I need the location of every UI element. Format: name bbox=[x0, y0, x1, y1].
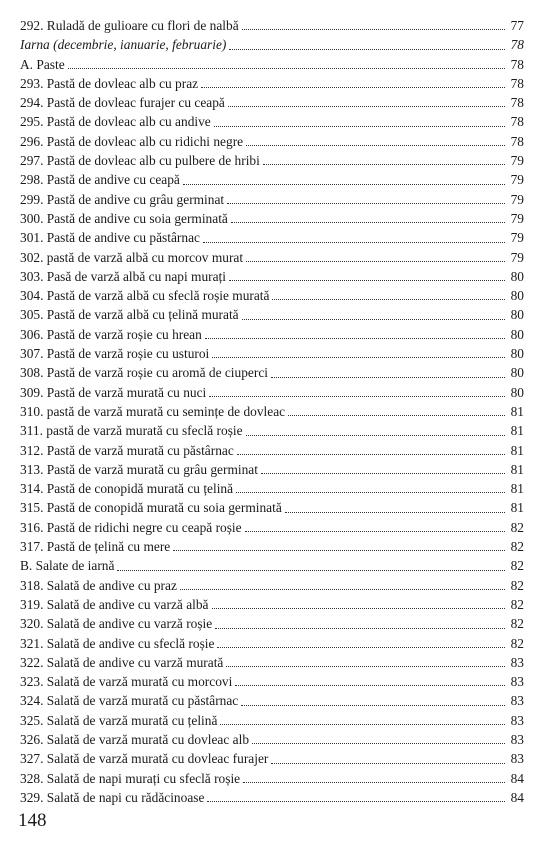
dot-leader bbox=[237, 453, 505, 455]
dot-leader bbox=[229, 279, 505, 281]
dot-leader bbox=[117, 569, 505, 571]
toc-entry-page: 78 bbox=[510, 133, 524, 149]
toc-entry-page: 81 bbox=[510, 403, 524, 419]
dot-leader bbox=[285, 511, 505, 513]
dot-leader bbox=[173, 549, 505, 551]
toc-entry bbox=[20, 228, 524, 247]
toc-entry bbox=[20, 614, 524, 633]
toc-entry-title: 303. Pasă de varză albă cu napi murați bbox=[20, 268, 226, 284]
toc-entry-title: 317. Pastă de țelină cu mere bbox=[20, 539, 171, 555]
toc-entry-title: 323. Salată de varză murată cu morcovi bbox=[20, 674, 233, 690]
dot-leader bbox=[271, 762, 505, 764]
toc-entry-page: 79 bbox=[510, 191, 524, 207]
toc-entry-page: 82 bbox=[510, 596, 524, 612]
toc-entry bbox=[20, 595, 524, 614]
toc-entry-title: 307. Pastă de varză roșie cu usturoi bbox=[20, 346, 210, 362]
dot-leader bbox=[209, 395, 505, 397]
toc-entry-page: 82 bbox=[510, 539, 524, 555]
toc-entry-title: 298. Pastă de andive cu ceapă bbox=[20, 172, 180, 188]
toc-entry-page: 81 bbox=[510, 442, 524, 458]
dot-leader bbox=[226, 665, 505, 667]
toc-entry bbox=[20, 556, 524, 575]
dot-leader bbox=[212, 607, 506, 609]
toc-entry-page: 79 bbox=[510, 153, 524, 169]
toc-entry bbox=[20, 711, 524, 730]
toc-entry bbox=[20, 769, 524, 788]
toc-entry bbox=[20, 151, 524, 170]
toc-entry-page: 81 bbox=[510, 481, 524, 497]
dot-leader bbox=[217, 646, 505, 648]
toc-entry bbox=[20, 498, 524, 517]
toc-entry-page: 77 bbox=[510, 18, 524, 33]
toc-entry-title: 322. Salată de andive cu varză murată bbox=[20, 654, 224, 670]
toc-entry-page: 78 bbox=[510, 95, 524, 111]
toc-entry-title: Iarna (decembrie, ianuarie, februarie) bbox=[20, 37, 227, 53]
toc-entry-page: 80 bbox=[510, 326, 524, 342]
dot-leader bbox=[180, 588, 505, 590]
dot-leader bbox=[231, 221, 505, 223]
toc-entry-page: 80 bbox=[510, 365, 524, 381]
toc-entry bbox=[20, 35, 524, 54]
toc-entry bbox=[20, 691, 524, 710]
toc-entry-page: 79 bbox=[510, 172, 524, 188]
toc-entry-page: 80 bbox=[510, 288, 524, 304]
toc-entry-page: 82 bbox=[510, 635, 524, 651]
toc-entry-title: 312. Pastă de varză murată cu păstârnac bbox=[20, 442, 234, 458]
toc-entry bbox=[20, 170, 524, 189]
toc-entry-title: B. Salate de iarnă bbox=[20, 558, 115, 574]
toc-entry-page: 81 bbox=[510, 500, 524, 516]
dot-leader bbox=[229, 48, 505, 50]
dot-leader bbox=[246, 144, 505, 146]
toc-entry-title: 315. Pastă de conopidă murată cu soia germinată bbox=[20, 500, 282, 516]
toc-entry bbox=[20, 402, 524, 421]
toc-entry bbox=[20, 383, 524, 402]
toc-entry-page: 82 bbox=[510, 558, 524, 574]
toc-entry bbox=[20, 653, 524, 672]
dot-leader bbox=[242, 318, 505, 320]
toc-entry-title: A. Paste bbox=[20, 56, 65, 72]
toc-entry-page: 78 bbox=[510, 75, 524, 91]
toc-entry-title: 306. Pastă de varză roșie cu hrean bbox=[20, 326, 202, 342]
toc-entry-title: 293. Pastă de dovleac alb cu praz bbox=[20, 75, 199, 91]
toc-entry-title: 314. Pastă de conopidă murată cu țelină bbox=[20, 481, 234, 497]
toc-entry-page: 81 bbox=[510, 423, 524, 439]
toc-entry-title: 304. Pastă de varză albă cu sfeclă roșie murată bbox=[20, 288, 270, 304]
toc-entry-page: 82 bbox=[510, 577, 524, 593]
dot-leader bbox=[263, 163, 505, 165]
toc-entry-title: 301. Pastă de andive cu păstârnac bbox=[20, 230, 200, 246]
toc-entry-title: 300. Pastă de andive cu soia germinată bbox=[20, 210, 228, 226]
toc-entry-title: 329. Salată de napi cu rădăcinoase bbox=[20, 789, 205, 805]
toc-entry-title: 297. Pastă de dovleac alb cu pulbere de hribi bbox=[20, 153, 260, 169]
toc-entry bbox=[20, 479, 524, 498]
dot-leader bbox=[261, 472, 505, 474]
dot-leader bbox=[212, 356, 505, 358]
toc-entry bbox=[20, 634, 524, 653]
dot-leader bbox=[220, 723, 505, 725]
toc-entry-title: 321. Salată de andive cu sfeclă roșie bbox=[20, 635, 215, 651]
toc-entry bbox=[20, 344, 524, 363]
toc-entry bbox=[20, 209, 524, 228]
toc-entry-page: 84 bbox=[510, 789, 524, 805]
toc-entry bbox=[20, 672, 524, 691]
toc-entry-title: 319. Salată de andive cu varză albă bbox=[20, 596, 209, 612]
dot-leader bbox=[252, 742, 505, 744]
toc-entry-title: 318. Salată de andive cu praz bbox=[20, 577, 177, 593]
toc-entry-title: 327. Salată de varză murată cu dovleac furajer bbox=[20, 751, 269, 767]
toc-entry bbox=[20, 286, 524, 305]
dot-leader bbox=[207, 800, 505, 802]
dot-leader bbox=[242, 28, 505, 30]
toc-entry-title: 302. pastă de varză albă cu morcov murat bbox=[20, 249, 244, 265]
toc-entry-page: 83 bbox=[510, 674, 524, 690]
dot-leader bbox=[288, 414, 505, 416]
table-of-contents bbox=[20, 16, 524, 807]
toc-entry-page: 80 bbox=[510, 268, 524, 284]
dot-leader bbox=[272, 298, 505, 300]
toc-entry bbox=[20, 421, 524, 440]
toc-entry-page: 82 bbox=[510, 616, 524, 632]
toc-entry bbox=[20, 730, 524, 749]
toc-entry bbox=[20, 576, 524, 595]
toc-entry bbox=[20, 441, 524, 460]
toc-entry bbox=[20, 518, 524, 537]
toc-entry-title: 296. Pastă de dovleac alb cu ridichi negre bbox=[20, 133, 244, 149]
dot-leader bbox=[271, 376, 505, 378]
toc-entry-title: 299. Pastă de andive cu grâu germinat bbox=[20, 191, 225, 207]
toc-entry-title: 305. Pastă de varză albă cu țelină murată bbox=[20, 307, 239, 323]
toc-entry-title: 294. Pastă de dovleac furajer cu ceapă bbox=[20, 95, 225, 111]
toc-entry-title: 310. pastă de varză murată cu semințe de dovleac bbox=[20, 403, 286, 419]
toc-entry bbox=[20, 16, 524, 35]
toc-entry-page: 80 bbox=[510, 307, 524, 323]
toc-entry bbox=[20, 55, 524, 74]
dot-leader bbox=[241, 704, 505, 706]
dot-leader bbox=[227, 202, 505, 204]
toc-entry-title: 325. Salată de varză murată cu țelină bbox=[20, 712, 218, 728]
dot-leader bbox=[205, 337, 505, 339]
toc-entry bbox=[20, 267, 524, 286]
dot-leader bbox=[183, 183, 505, 185]
toc-entry bbox=[20, 537, 524, 556]
toc-entry-title: 320. Salată de andive cu varză roșie bbox=[20, 616, 213, 632]
toc-entry bbox=[20, 325, 524, 344]
toc-entry-page: 84 bbox=[510, 770, 524, 786]
toc-entry-page: 83 bbox=[510, 712, 524, 728]
page-number: 148 bbox=[18, 810, 47, 831]
toc-entry-title: 311. pastă de varză murată cu sfeclă roșie bbox=[20, 423, 243, 439]
toc-entry bbox=[20, 93, 524, 112]
dot-leader bbox=[214, 125, 505, 127]
toc-entry-page: 83 bbox=[510, 731, 524, 747]
toc-entry-page: 83 bbox=[510, 693, 524, 709]
toc-entry-title: 324. Salată de varză murată cu păstârnac bbox=[20, 693, 239, 709]
toc-entry-page: 79 bbox=[510, 230, 524, 246]
dot-leader bbox=[245, 530, 505, 532]
dot-leader bbox=[215, 627, 505, 629]
dot-leader bbox=[201, 86, 505, 88]
toc-entry bbox=[20, 305, 524, 324]
toc-entry-page: 79 bbox=[510, 210, 524, 226]
toc-entry bbox=[20, 74, 524, 93]
toc-entry bbox=[20, 112, 524, 131]
toc-entry-title: 292. Ruladă de gulioare cu flori de nalbă bbox=[20, 18, 239, 33]
toc-entry-page: 78 bbox=[510, 114, 524, 130]
toc-entry bbox=[20, 363, 524, 382]
dot-leader bbox=[243, 781, 505, 783]
toc-entry-page: 78 bbox=[510, 56, 524, 72]
toc-entry bbox=[20, 190, 524, 209]
toc-entry-page: 80 bbox=[510, 346, 524, 362]
dot-leader bbox=[68, 67, 505, 69]
toc-entry-title: 328. Salată de napi murați cu sfeclă roșie bbox=[20, 770, 241, 786]
toc-entry-title: 313. Pastă de varză murată cu grâu germinat bbox=[20, 461, 258, 477]
toc-entry bbox=[20, 132, 524, 151]
toc-entry-page: 78 bbox=[510, 37, 524, 53]
toc-entry bbox=[20, 460, 524, 479]
dot-leader bbox=[228, 105, 505, 107]
toc-entry-page: 80 bbox=[510, 384, 524, 400]
toc-entry-page: 83 bbox=[510, 654, 524, 670]
toc-entry-title: 295. Pastă de dovleac alb cu andive bbox=[20, 114, 211, 130]
dot-leader bbox=[246, 260, 505, 262]
toc-entry-page: 81 bbox=[510, 461, 524, 477]
toc-entry bbox=[20, 749, 524, 768]
toc-entry-title: 309. Pastă de varză murată cu nuci bbox=[20, 384, 207, 400]
toc-entry-page: 83 bbox=[510, 751, 524, 767]
toc-entry-page: 82 bbox=[510, 519, 524, 535]
toc-entry-title: 326. Salată de varză murată cu dovleac alb bbox=[20, 731, 250, 747]
toc-entry-title: 308. Pastă de varză roșie cu aromă de ciuperci bbox=[20, 365, 268, 381]
toc-entry-page: 79 bbox=[510, 249, 524, 265]
dot-leader bbox=[235, 684, 505, 686]
toc-entry bbox=[20, 788, 524, 807]
dot-leader bbox=[203, 241, 505, 243]
toc-entry-title: 316. Pastă de ridichi negre cu ceapă roșie bbox=[20, 519, 242, 535]
toc-entry bbox=[20, 248, 524, 267]
dot-leader bbox=[246, 434, 505, 436]
dot-leader bbox=[236, 491, 505, 493]
